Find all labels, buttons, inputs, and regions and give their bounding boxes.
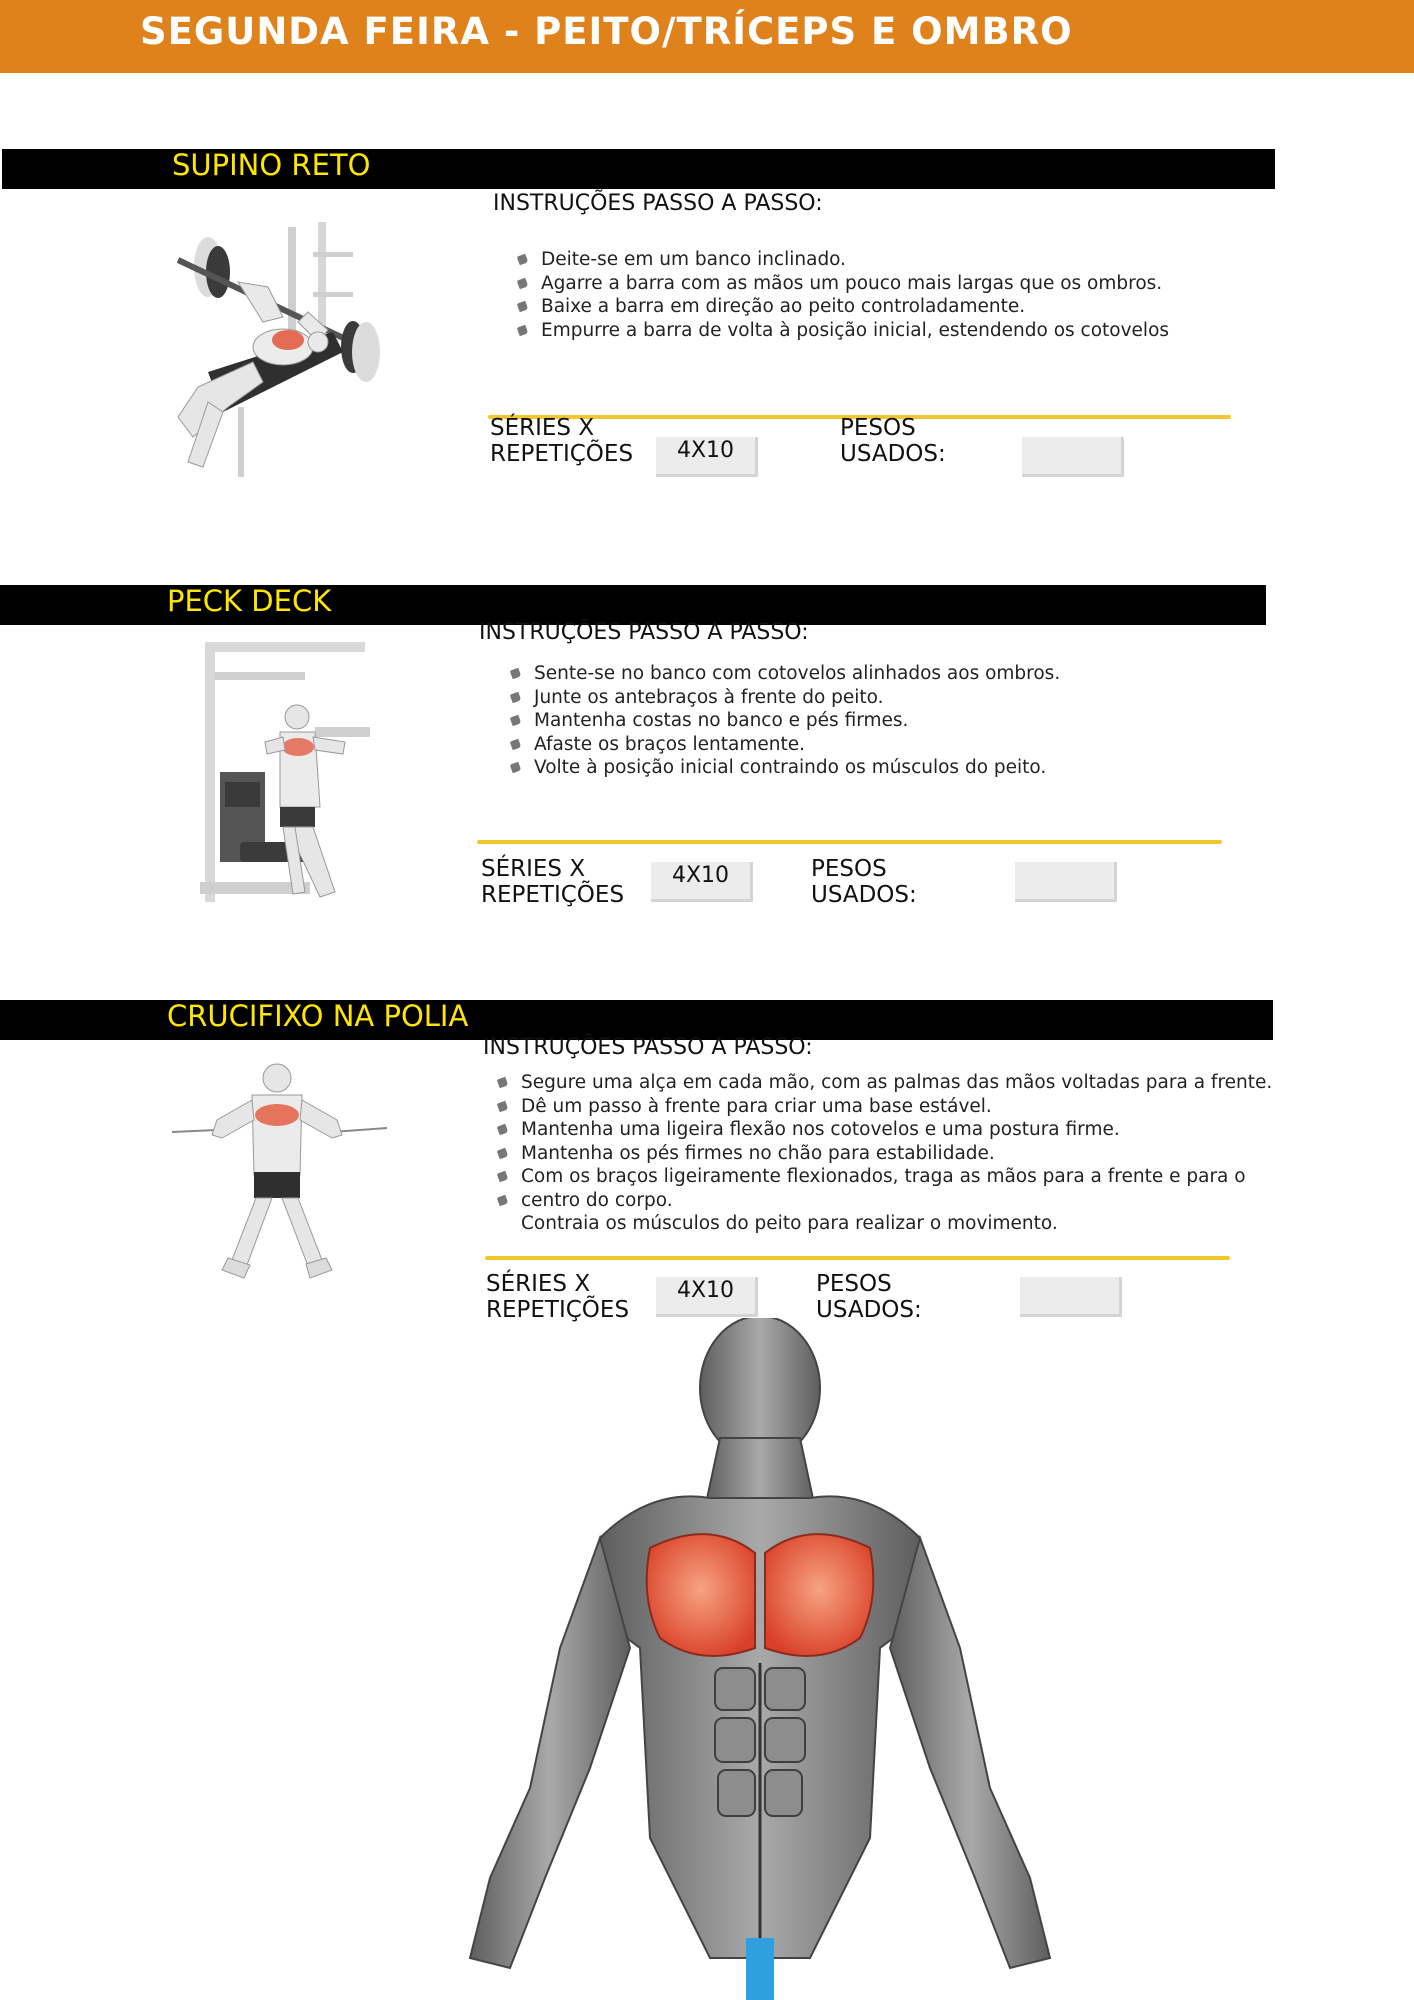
weights-field[interactable] (1015, 862, 1117, 902)
exercise-title: PECK DECK (167, 584, 332, 618)
instruction-step: Contraia os músculos do peito para realizar o movimento. (521, 1213, 1058, 1234)
weights-label: PESOS USADOS: (840, 415, 946, 467)
instruction-step: Agarre a barra com as mãos um pouco mais largas que os ombros. (541, 272, 1169, 296)
weights-label: PESOS USADOS: (816, 1271, 922, 1323)
instruction-step: Deite-se em um banco inclinado. (541, 248, 1169, 272)
bullet-icon (497, 1124, 509, 1136)
bullet-icon (517, 324, 529, 336)
instruction-step: Volte à posição inicial contraindo os músculos do peito. (534, 756, 1060, 780)
instruction-steps (521, 1071, 1272, 1236)
instructions-heading: INSTRUÇÕES PASSO A PASSO: (483, 1035, 813, 1060)
page-title: SEGUNDA FEIRA - PEITO/TRÍCEPS E OMBRO (140, 10, 1073, 53)
divider-line (477, 840, 1222, 844)
bullet-icon (497, 1194, 509, 1206)
sets-reps-label: SÉRIES X REPETIÇÕES (490, 415, 634, 467)
page-header (0, 0, 1414, 73)
instruction-step: Mantenha uma ligeira flexão nos cotovelos e uma postura firme. (521, 1118, 1272, 1142)
instructions-heading: INSTRUÇÕES PASSO A PASSO: (493, 191, 823, 216)
exercise-title: CRUCIFIXO NA POLIA (167, 999, 469, 1033)
peck-deck-machine-illustration (195, 632, 380, 917)
sets-reps-label: SÉRIES X REPETIÇÕES (481, 856, 625, 908)
weights-field[interactable] (1020, 1277, 1122, 1317)
instruction-step: Com os braços ligeiramente flexionados, traga as mãos para a frente e para o (521, 1165, 1272, 1189)
bullet-icon (517, 254, 529, 266)
bullet-icon (497, 1100, 509, 1112)
instruction-step: Empurre a barra de volta à posição inicial, estendendo os cotovelos (541, 319, 1169, 343)
bench-press-illustration (168, 212, 418, 487)
sets-reps-field[interactable]: 4X10 (651, 862, 753, 902)
instruction-step: Sente-se no banco com cotovelos alinhados aos ombros. (534, 662, 1060, 686)
instruction-step: Dê um passo à frente para criar uma base estável. (521, 1095, 1272, 1119)
instruction-step: Segure uma alça em cada mão, com as palmas das mãos voltadas para a frente. (521, 1071, 1272, 1095)
weights-label: PESOS USADOS: (811, 856, 917, 908)
instruction-steps (534, 662, 1060, 780)
bullet-icon (517, 301, 529, 313)
sets-reps-field[interactable]: 4X10 (656, 437, 758, 477)
bullet-icon (497, 1147, 509, 1159)
divider-line (485, 1256, 1230, 1260)
bullet-icon (510, 738, 522, 750)
sets-reps-label: SÉRIES X REPETIÇÕES (486, 1271, 630, 1323)
instruction-step: Afaste os braços lentamente. (534, 733, 1060, 757)
sets-reps-field[interactable]: 4X10 (656, 1277, 758, 1317)
instruction-step: centro do corpo. (521, 1189, 1272, 1213)
instruction-step: Baixe a barra em direção ao peito controladamente. (541, 295, 1169, 319)
instruction-step: Mantenha os pés firmes no chão para estabilidade. (521, 1142, 1272, 1166)
weights-field[interactable] (1022, 437, 1124, 477)
bullet-icon (497, 1077, 509, 1089)
instructions-heading: INSTRUÇÕES PASSO A PASSO: (479, 620, 809, 645)
bullet-icon (510, 715, 522, 727)
exercise-title: SUPINO RETO (172, 148, 371, 182)
instruction-step: Mantenha costas no banco e pés firmes. (534, 709, 1060, 733)
bullet-icon (510, 762, 522, 774)
bullet-icon (510, 668, 522, 680)
instruction-step: Junte os antebraços à frente do peito. (534, 686, 1060, 710)
cable-crossover-illustration (172, 1060, 387, 1292)
bullet-icon (510, 691, 522, 703)
bullet-icon (497, 1171, 509, 1183)
instruction-steps (541, 248, 1169, 342)
chest-anatomy-illustration (450, 1318, 1070, 2000)
bullet-icon (517, 277, 529, 289)
